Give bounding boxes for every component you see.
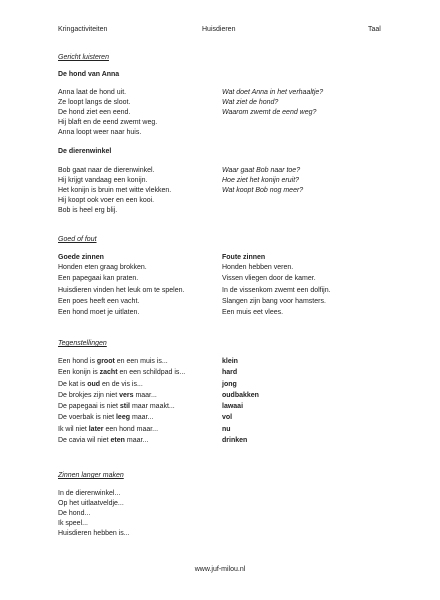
opposite-answer: nu: [222, 425, 231, 433]
wrong-sentences-header: Foute zinnen: [222, 254, 266, 261]
opposite-sentence: Een konijn is zacht en een schildpad is...: [58, 369, 186, 377]
question: Wat ziet de hond?: [222, 99, 279, 106]
header-theme: Huisdieren: [202, 26, 236, 33]
opposite-sentence: Een hond is groot en een muis is...: [58, 358, 168, 365]
section-title-goed-of-fout: Goed of fout: [58, 236, 97, 243]
wrong-sentences-list: [222, 262, 331, 318]
sentence-starter: Op het uitlaatveldje...: [58, 500, 124, 507]
header-domain: Taal: [368, 26, 381, 33]
story-text: [58, 166, 171, 216]
question: Waarom zwemt de eend weg?: [222, 109, 317, 116]
story-text: [58, 88, 157, 138]
opposite-sentence: De brokjes zijn niet vers maar...: [58, 391, 157, 399]
opposite-answer: hard: [222, 369, 238, 377]
good-sentence: Een papegaai kan praten.: [58, 275, 139, 283]
good-sentence: Een poes heeft een vacht.: [58, 297, 140, 305]
story-title: De dierenwinkel: [58, 148, 112, 155]
section-title-gericht-luisteren: Gericht luisteren: [58, 54, 109, 61]
story-questions: [222, 88, 323, 118]
footer-url: www.juf-milou.nl: [194, 566, 246, 573]
wrong-sentence: Slangen zijn bang voor hamsters.: [222, 297, 326, 305]
section-title-zinnen-langer-maken: Zinnen langer maken: [58, 472, 124, 479]
opposites-sentences: [58, 356, 185, 446]
sentence-starter: De hond...: [58, 510, 91, 517]
wrong-sentence: In de vissenkom zwemt een dolfijn.: [222, 286, 331, 294]
wrong-sentence: Een muis eet vlees.: [222, 309, 284, 317]
wrong-sentence: Vissen vliegen door de kamer.: [222, 275, 316, 283]
good-sentence: Huisdieren vinden het leuk om te spelen.: [58, 286, 185, 294]
opposite-answer: oudbakken: [222, 391, 259, 399]
story-line: Het konijn is bruin met witte vlekken.: [58, 187, 172, 194]
good-sentence: Een hond moet je uitlaten.: [58, 309, 140, 317]
opposite-answer: klein: [222, 358, 238, 365]
story-line: Hij koopt ook voer en een kooi.: [58, 197, 155, 204]
wrong-sentence: Honden hebben veren.: [222, 264, 294, 271]
question: Wat koopt Bob nog meer?: [222, 187, 304, 194]
header-subject: Kringactiviteiten: [58, 26, 108, 33]
opposite-answer: drinken: [222, 437, 248, 445]
story-line: Anna loopt weer naar huis.: [58, 129, 142, 136]
opposite-answer: jong: [222, 380, 237, 388]
story-line: Ze loopt langs de sloot.: [58, 99, 131, 106]
good-sentence: Honden eten graag brokken.: [58, 264, 147, 271]
story-line: Bob gaat naar de dierenwinkel.: [58, 167, 155, 174]
story-questions: [222, 166, 303, 196]
story-line: Bob is heel erg blij.: [58, 207, 118, 214]
sentence-starter: Huisdieren hebben is...: [58, 530, 130, 537]
opposite-sentence: De cavia wil niet eten maar...: [58, 437, 149, 445]
opposites-answers: [222, 356, 259, 446]
story-line: Anna laat de hond uit.: [58, 89, 127, 96]
opposite-answer: lawaai: [222, 403, 244, 411]
story-line: Hij blaft en de eend zwemt weg.: [58, 119, 158, 126]
opposite-sentence: De papegaai is niet stil maar maakt...: [58, 403, 175, 411]
section-title-tegenstellingen: Tegenstellingen: [58, 340, 107, 347]
story-title: De hond van Anna: [58, 71, 120, 78]
good-sentences-list: [58, 262, 184, 318]
sentence-starter: Ik speel...: [58, 520, 88, 527]
question: Waar gaat Bob naar toe?: [222, 167, 301, 174]
sentence-starters: [58, 489, 130, 539]
sentence-starter: In de dierenwinkel...: [58, 490, 121, 497]
story-line: Hij krijgt vandaag een konijn.: [58, 177, 148, 184]
question: Wat doet Anna in het verhaaltje?: [222, 89, 324, 96]
good-sentences-header: Goede zinnen: [58, 254, 104, 261]
story-line: De hond ziet een eend.: [58, 109, 131, 116]
opposite-sentence: De voerbak is niet leeg maar...: [58, 414, 154, 422]
opposite-answer: vol: [222, 414, 233, 422]
opposite-sentence: De kat is oud en de vis is...: [58, 380, 143, 388]
opposite-sentence: Ik wil niet later een hond maar...: [58, 425, 159, 433]
question: Hoe ziet het konijn eruit?: [222, 177, 300, 184]
